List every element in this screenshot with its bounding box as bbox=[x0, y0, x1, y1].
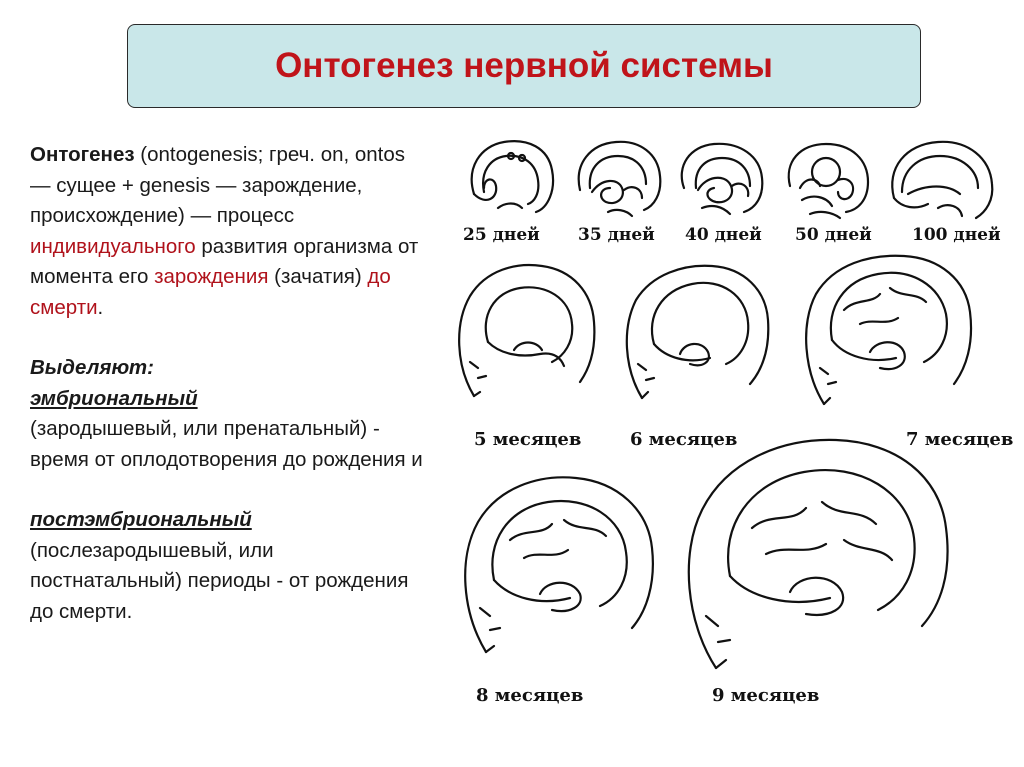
title-box bbox=[127, 24, 921, 108]
embryo-25-days-drawing bbox=[472, 141, 553, 212]
embryo-40-days-drawing bbox=[682, 144, 763, 214]
label-6-months: 6 месяцев bbox=[630, 429, 738, 450]
embryo-35-days-drawing bbox=[579, 142, 661, 216]
postembryonic-description: (послезародышевый, или постнатальный) периоды - от рождения до смерти. bbox=[30, 538, 409, 623]
fetus-9-months-drawing bbox=[689, 440, 948, 668]
label-7-months: 7 месяцев bbox=[906, 429, 1014, 450]
fetus-8-months-drawing bbox=[465, 477, 653, 652]
label-40-days: 40 дней bbox=[685, 225, 762, 245]
definition-part-2: развития организма от момента его bbox=[30, 234, 419, 288]
periods-heading: Выделяют: bbox=[30, 356, 154, 379]
fetus-5-months-drawing bbox=[459, 265, 594, 396]
definition-term: Онтогенез bbox=[30, 143, 135, 166]
definition-part-3: (зачатия) bbox=[268, 265, 368, 288]
label-50-days: 50 дней bbox=[795, 225, 872, 245]
label-5-months: 5 месяцев bbox=[474, 429, 582, 450]
postembryonic-term: постэмбриональный bbox=[30, 508, 252, 531]
brain-development-figure bbox=[440, 128, 1024, 767]
slide-title: Онтогенез нервной системы bbox=[275, 46, 773, 85]
label-8-months: 8 месяцев bbox=[476, 685, 584, 706]
embryo-100-days-drawing bbox=[892, 142, 992, 218]
embryonic-description: (зародышевый, или пренатальный) - время от оплодотворения до рождения и bbox=[30, 417, 423, 471]
label-9-months: 9 месяцев bbox=[712, 685, 820, 706]
label-100-days: 100 дней bbox=[912, 225, 1001, 245]
definition-part-4: . bbox=[97, 295, 104, 319]
definition-paragraph bbox=[30, 140, 430, 323]
label-35-days: 35 дней bbox=[578, 225, 655, 245]
embryonic-term: эмбриональный bbox=[30, 386, 198, 410]
definition-red-3: до смерти bbox=[30, 265, 391, 319]
embryo-50-days-drawing bbox=[789, 144, 868, 218]
definition-red-1: индивидуального bbox=[30, 234, 196, 258]
fetus-6-months-drawing bbox=[627, 266, 768, 398]
definition-red-2: зарождения bbox=[154, 265, 269, 288]
definition-part-1: (ontogenesis; греч. on, ontos — сущее + genesis — зарождение, происхождение) — процесс bbox=[30, 143, 406, 227]
text-column bbox=[30, 140, 430, 627]
label-25-days: 25 дней bbox=[463, 225, 540, 245]
fetus-7-months-drawing bbox=[806, 256, 971, 404]
